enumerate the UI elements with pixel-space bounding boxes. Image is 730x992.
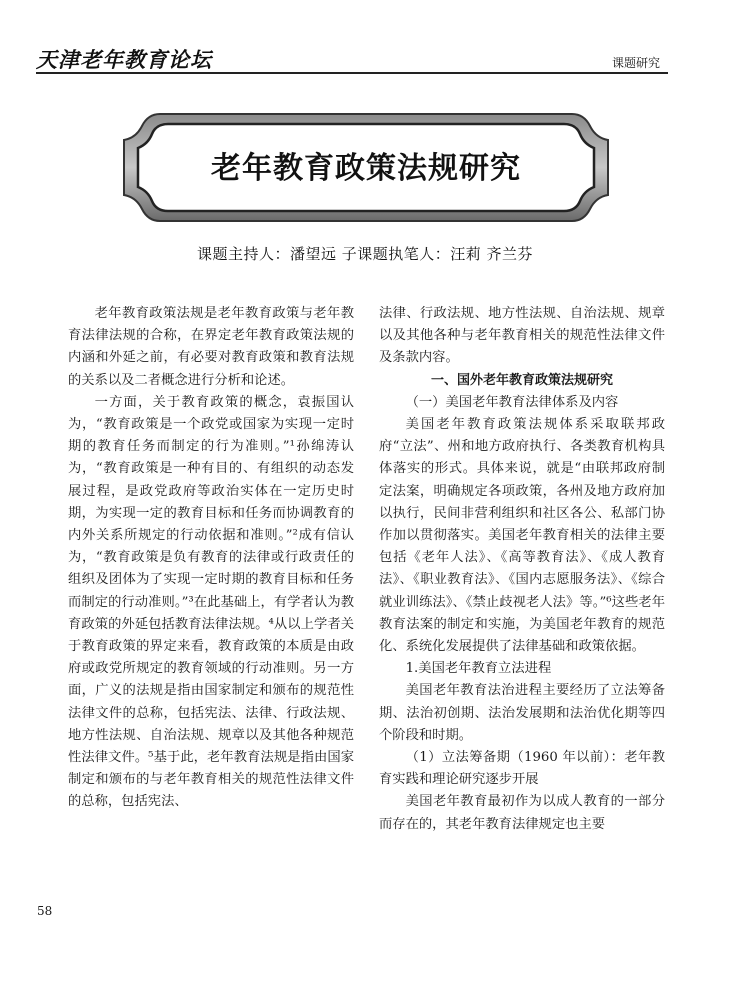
paragraph: 老年教育政策法规是老年教育政策与老年教育法律法规的合称，在界定老年教育政策法规的内涵和外延之前，有必要对教育政策和教育法规的关系以及二者概念进行分析和论述。: [68, 306, 354, 388]
journal-logo: 天津老年教育论坛: [36, 47, 212, 72]
page-number: 58: [37, 904, 53, 918]
paragraph: 一方面，关于教育政策的概念，袁振国认为，“教育政策是一个政党或国家为实现一定时期的教育任务而制定的行为准则。”¹孙绵涛认为，“教育政策是一种有目的、有组织的动态发展过程，是政党政府等政治实体在一定历史时期，为实现一定的教育目标和任务而协调教育的内外关系所规定的行动依据和准则。”²成有信认为，“教育政策是负有教育的法律或行政责任的组织及团体为了实现一定时期的教育目标和任务而制定的行动准则。”³在此基础上，有学者认为教育政策的外延包括教育法律法规。⁴从以上学者关于教育政策的界定来看，教育政策的本质是由政府或政党所规定的教育领域的行动准则。另一方面，广义的法规是指由国家制定和颁布的规范性法律文件的总称，包括宪法、法律、行政法规、地方性法规、自治法规、规章以及其他各种规范性法律文件。⁵基于此，老年教育法规是指由国家制定和颁布的与老年教育相关的规范性法律文件的总称，包括宪法、: [68, 394, 354, 810]
header-rule: [36, 72, 668, 74]
subsection-heading: 1.美国老年教育立法进程: [405, 661, 552, 677]
paragraph: 美国老年教育政策法规体系采取联邦政府“立法”、州和地方政府执行、各类教育机构具体落实的形式。具体来说，就是“由联邦政府制定法案，明确规定各项政策，各州及地方政府加以执行，民间非营利组织和社区各公、私部门协作加以贯彻落实。美国老年教育相关的法律主要包括《老年人法》、《高等教育法》、《成人教育法》、《职业教育法》、《国内志愿服务法》、《综合就业训练法》、《禁止歧视老人法》等。”⁶这些老年教育法案的制定和实施，为美国老年教育的规范化、系统化发展提供了法律基础和政策依据。: [379, 417, 665, 655]
subsection-heading: （1）立法筹备期（1960 年以前）：老年教育实践和理论研究逐步开展: [379, 750, 665, 788]
title-banner: [120, 110, 612, 225]
left-column: [68, 303, 354, 814]
paragraph: 美国老年教育最初作为以成人教育的一部分而存在的，其老年教育法律规定也主要: [379, 794, 665, 832]
article-title: 老年教育政策法规研究: [211, 151, 521, 186]
right-column: [379, 303, 665, 836]
section-label: 课题研究: [611, 56, 660, 70]
paragraph: 美国老年教育法治进程主要经历了立法筹备期、法治初创期、法治发展期和法治优化期等四个阶段和时期。: [379, 683, 665, 743]
section-heading: 一、国外老年教育政策法规研究: [430, 372, 613, 388]
paragraph-continued: 法律、行政法规、地方性法规、自治法规、规章以及其他各种与老年教育相关的规范性法律文件及条款内容。: [379, 306, 665, 366]
subsection-heading: （一）美国老年教育法律体系及内容: [405, 394, 619, 410]
byline: 课题主持人：潘望远 子课题执笔人：汪莉 齐兰芬: [196, 245, 534, 263]
